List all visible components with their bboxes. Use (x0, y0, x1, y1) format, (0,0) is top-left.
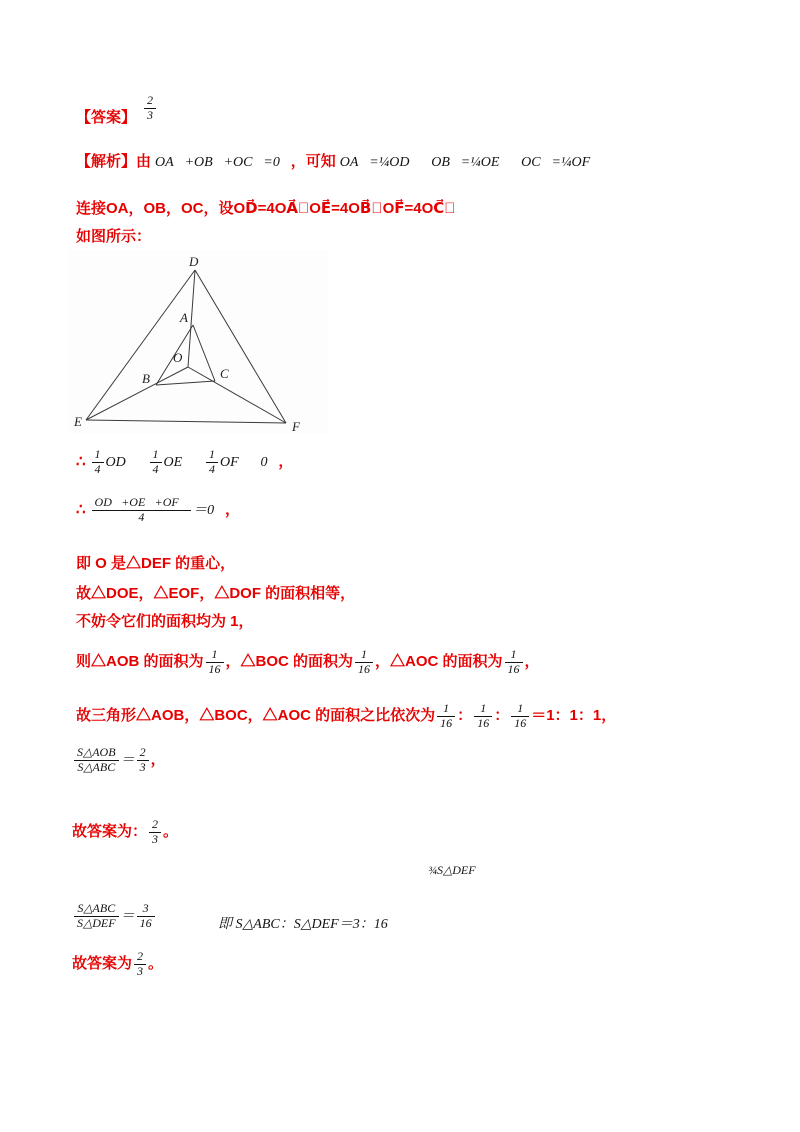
fraction-denominator: 16 (208, 661, 221, 676)
figure-intro-line (76, 227, 151, 247)
calc-rhs-fraction (137, 902, 155, 931)
answer-label: 【答案】 (76, 108, 137, 126)
period: 。 (163, 822, 179, 840)
area-fraction-AOC (505, 648, 523, 677)
fraction-denominator: 3 (152, 831, 159, 846)
aside-formula-text: ¾S△DEF (428, 863, 476, 877)
vertex-label-B: B (142, 371, 150, 386)
fraction-numerator: 2 (134, 950, 146, 965)
final-answer-fraction (134, 950, 146, 979)
fraction-numerator: 1 (206, 448, 218, 463)
therefore-symbol: ∴ (76, 500, 86, 518)
fraction-numerator: S△AOB (74, 746, 119, 761)
figure-intro-text: 如图所示： (76, 228, 152, 245)
answer-fraction-numerator: 2 (144, 94, 156, 109)
answer-statement-fraction (149, 818, 161, 847)
fraction-numerator: 1 (206, 648, 224, 663)
ratio-colon-1: ： (457, 706, 473, 724)
area-fraction-BOC (355, 648, 373, 677)
analysis-deduced-formula: OA⃗=¼OD⃗，OB⃗=¼OE⃗，OC⃗=¼OF⃗， (339, 155, 612, 170)
fraction-numerator: S△ABC (74, 902, 119, 917)
fraction-denominator: 16 (358, 661, 371, 676)
fraction-denominator: 16 (139, 915, 152, 930)
ratio-seg-2: ＝1：1：1， (531, 706, 617, 724)
cevian-DO (188, 270, 195, 367)
fraction-denominator: 3 (137, 963, 144, 978)
answer-line (76, 93, 158, 133)
geometry-figure (68, 250, 328, 434)
ratio-colon-2: ： (494, 706, 510, 724)
vertex-label-C: C (220, 366, 229, 381)
final-answer-line (72, 950, 163, 979)
step-sum-zero-line (76, 496, 240, 525)
vertex-label-F: F (292, 419, 300, 434)
triangle-diagram (68, 250, 328, 434)
fraction-numerator: 1 (474, 702, 492, 717)
connect-text: 连接OA，OB，OC，设OD⃗=4OA⃗，OE⃗=4OB⃗，OF⃗=4OC⃗， (76, 200, 456, 217)
analysis-given-formula: OA⃗+OB⃗+OC⃗=0⃗ (155, 155, 291, 170)
area-ratio-lhs-fraction (74, 746, 119, 775)
areas-seg-4: ， (524, 652, 540, 670)
centroid-text: 即 O 是△DEF 的重心， (76, 555, 236, 572)
fraction-numerator: 2 (149, 818, 161, 833)
sum-over-four-fraction (92, 496, 192, 525)
area-fraction-AOB (206, 648, 224, 677)
edge-DF (195, 270, 286, 423)
ratio-fraction-3 (511, 702, 529, 731)
therefore-symbol: ∴ (76, 452, 86, 470)
calc-lhs-fraction (74, 902, 119, 931)
quarter-fraction-3 (206, 448, 218, 477)
quarter-fraction-2 (150, 448, 162, 477)
edge-DE (86, 270, 195, 420)
fraction-denominator: 4 (138, 509, 145, 524)
areas-seg-1: 则△AOB 的面积为 (76, 652, 204, 670)
equals-sign: ＝ (120, 908, 135, 924)
fraction-denominator: S△DEF (77, 915, 116, 930)
fraction-denominator: 4 (152, 461, 159, 476)
fraction-denominator: 16 (507, 661, 520, 676)
analysis-lead: 由 (136, 153, 152, 170)
let-one-line (76, 612, 254, 632)
calc-left-equation (72, 902, 157, 931)
fraction-numerator: 2 (137, 746, 149, 761)
fraction-denominator: 4 (94, 461, 101, 476)
vertex-label-A: A (180, 310, 188, 325)
comma: ， (278, 452, 294, 470)
equals-sign: ＝ (120, 752, 135, 768)
edge-EF (86, 420, 286, 423)
vertex-label-E: E (74, 414, 82, 429)
fraction-denominator: S△ABC (77, 759, 116, 774)
vector-term-1: OD⃗＋ (105, 454, 148, 470)
fraction-numerator: OD⃗+OE⃗+OF⃗ (92, 496, 192, 511)
answer-statement-text: 故答案为： (72, 822, 148, 840)
analysis-line (76, 152, 612, 172)
let-one-text: 不妨令它们的面积均为 1， (76, 613, 254, 630)
answer-fraction (144, 94, 156, 123)
edge-BC (156, 381, 215, 385)
aside-formula (428, 860, 476, 880)
fraction-numerator: 3 (137, 902, 155, 917)
fraction-numerator: 1 (505, 648, 523, 663)
areas-line (76, 648, 540, 677)
calc-right-text: 即 S△ABC：S△DEF＝3：16 (218, 917, 388, 932)
analysis-label: 【解析】 (76, 153, 137, 170)
connect-line (76, 199, 456, 219)
vertex-label-D: D (189, 254, 199, 269)
comma: ， (150, 750, 166, 768)
point-label-O: O (173, 350, 183, 365)
equal-areas-line (76, 584, 355, 604)
quarter-fraction-1 (92, 448, 104, 477)
ratio-fraction-2 (474, 702, 492, 731)
analysis-mid: ，可知 (290, 153, 336, 170)
final-answer-text: 故答案为 (72, 954, 133, 972)
vector-term-2: OE⃗＋ (163, 454, 204, 470)
vector-term-3: OF⃗＝0⃗ (220, 454, 279, 470)
cevian-FO (188, 367, 286, 423)
area-ratio-equation (72, 746, 166, 775)
ratio-fraction-1 (437, 702, 455, 731)
ratio-line (76, 702, 616, 731)
ratio-seg-1: 故三角形△AOB，△BOC，△AOC 的面积之比依次为 (76, 706, 436, 724)
fraction-numerator: 1 (437, 702, 455, 717)
edge-AC (193, 325, 215, 381)
equal-areas-text: 故△DOE，△EOF，△DOF 的面积相等， (76, 585, 356, 602)
fraction-denominator: 16 (440, 715, 453, 730)
fraction-numerator: 1 (92, 448, 104, 463)
fraction-numerator: 1 (355, 648, 373, 663)
step-quarter-sum-line (76, 448, 293, 477)
fraction-denominator: 4 (209, 461, 215, 476)
equals-zero: ＝0⃗ (193, 502, 225, 518)
period: 。 (148, 954, 164, 972)
areas-seg-2: ，△BOC 的面积为 (225, 652, 354, 670)
fraction-numerator: 1 (511, 702, 529, 717)
centroid-line (76, 554, 235, 574)
area-ratio-rhs-fraction (137, 746, 149, 775)
calc-right-formula (218, 914, 388, 934)
fraction-numerator: 1 (150, 448, 162, 463)
fraction-denominator: 16 (514, 715, 527, 730)
answer-fraction-denominator: 3 (147, 107, 154, 122)
fraction-denominator: 3 (139, 759, 146, 774)
comma: ， (224, 500, 240, 518)
areas-seg-3: ，△AOC 的面积为 (375, 652, 503, 670)
cevian-EO (86, 367, 188, 420)
answer-statement-line (72, 818, 178, 847)
fraction-denominator: 16 (477, 715, 490, 730)
